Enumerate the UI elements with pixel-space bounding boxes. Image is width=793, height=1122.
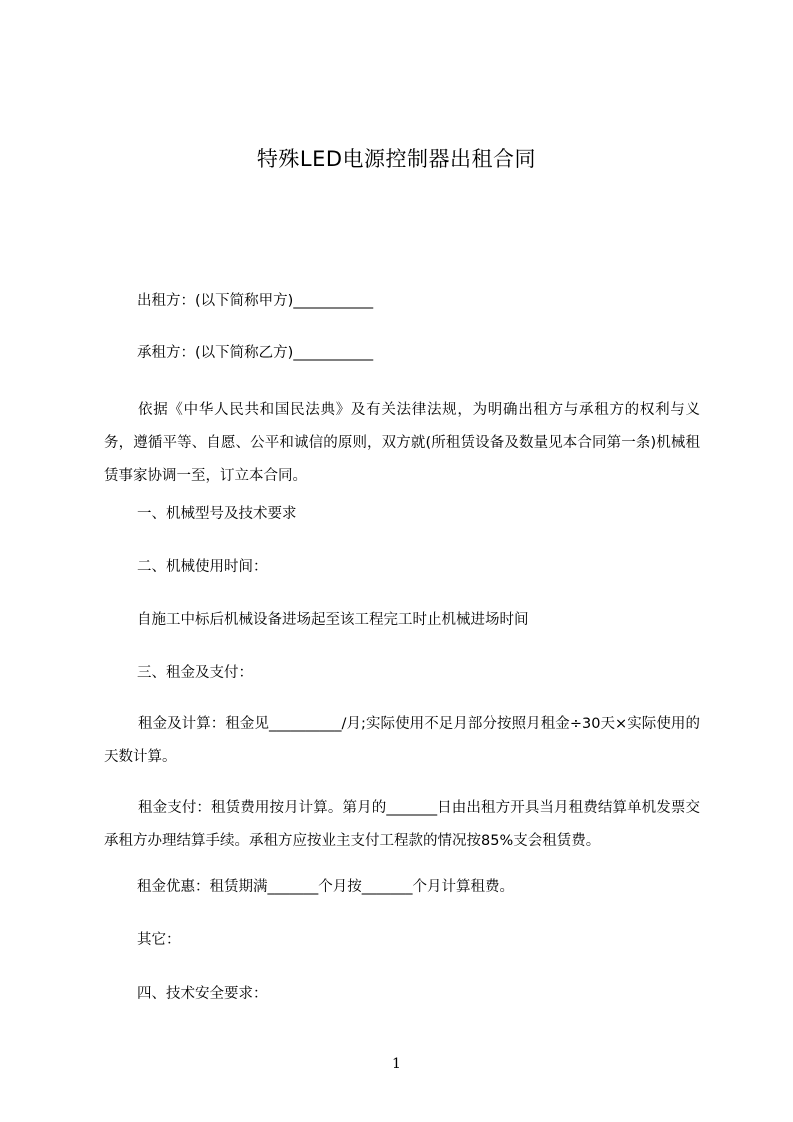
section-3-heading: 三、租金及支付： [137, 665, 253, 681]
document-title: 特殊LED电源控制器出租合同 [256, 147, 537, 171]
rent-calculation-paragraph: 租金及计算：租金见__________/月;实际使用不足月部分按照月租金÷30天×实际使用的天数计算。 [104, 716, 700, 765]
rent-payment-paragraph: 租金支付：租赁费用按月计算。第月的_______日由出租方开具当月租费结算单机发票交承租方办理结算手续。承租方应按业主支付工程款的情况按85%支会租赁费。 [104, 800, 700, 849]
rent-discount-line: 租金优惠：租赁期满_______个月按_______个月计算租费。 [137, 879, 514, 895]
preamble-paragraph: 依据《中华人民共和国民法典》及有关法律法规，为明确出租方与承租方的权利与义务，遵循平等、自愿、公平和诚信的原则，双方就(所租赁设备及数量见本合同第一条)机械租赁事家协调一至，订立本合同。 [104, 402, 700, 484]
section-2-heading: 二、机械使用时间： [137, 559, 268, 575]
lessee-line: 承租方：(以下简称乙方)___________ [137, 345, 374, 361]
section-1-heading: 一、机械型号及技术要求 [137, 506, 297, 522]
section-2-body: 自施工中标后机械设备进场起至该工程完工时止机械进场时间 [137, 612, 529, 628]
section-4-heading: 四、技术安全要求： [137, 986, 268, 1002]
lessor-line: 出租方：(以下简称甲方)___________ [137, 293, 374, 309]
page-number: 1 [392, 1056, 401, 1072]
other-line: 其它： [137, 932, 181, 948]
